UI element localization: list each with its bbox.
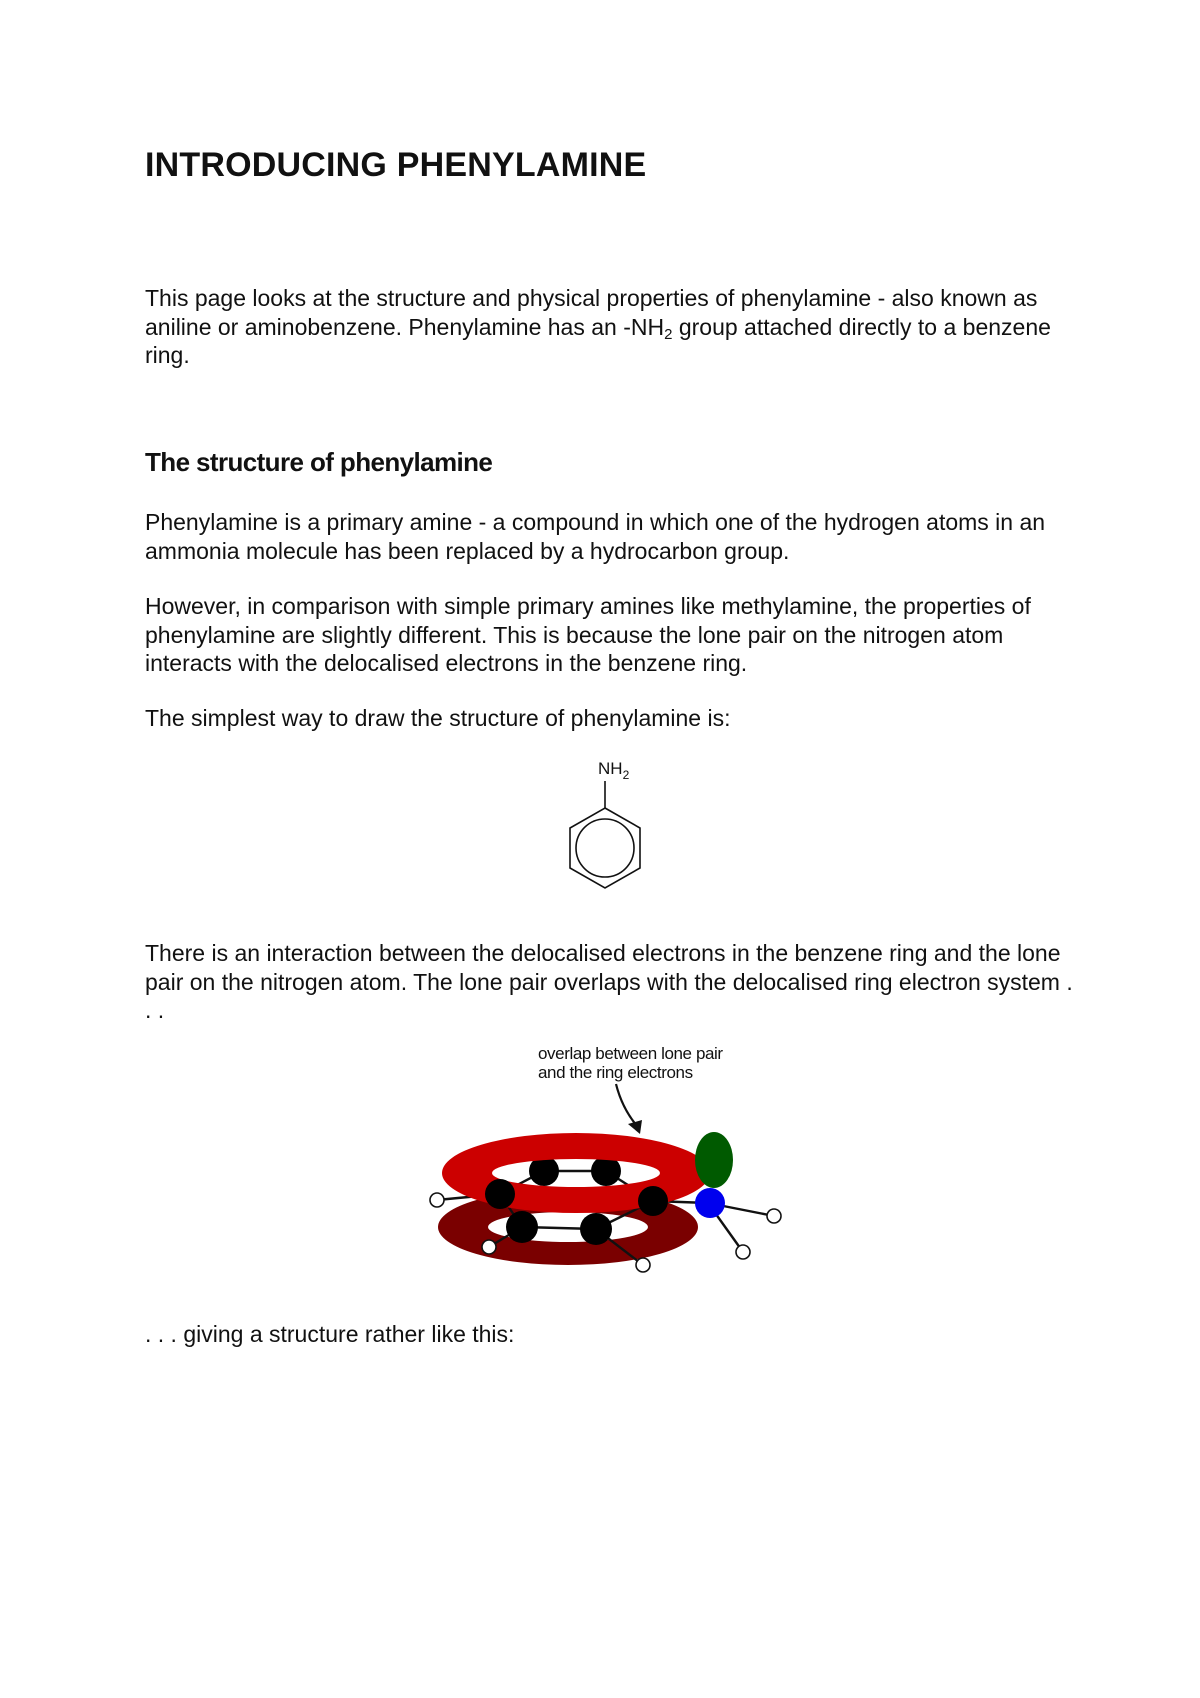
intro-text-start: This page looks at the structure and physical properties of phenylamine - also known as aniline or aminobenzene. Phenylamine has an -NH <box>145 285 1038 340</box>
intro-paragraph <box>145 284 1085 370</box>
hydrogen-atom <box>482 1240 496 1254</box>
carbon-atom <box>506 1211 538 1243</box>
intro-subscript: 2 <box>664 325 673 343</box>
carbon-atom <box>638 1186 668 1216</box>
hydrogen-atom <box>430 1193 444 1207</box>
paragraph-giving-structure: . . . giving a structure rather like this: <box>145 1321 515 1347</box>
benzene-hexagon <box>570 808 640 888</box>
lone-pair-lobe <box>695 1132 733 1188</box>
pointer-arrow-head <box>628 1120 642 1134</box>
hydrogen-atom <box>636 1258 650 1272</box>
nitrogen-atom <box>695 1188 725 1218</box>
delocalised-ring-circle <box>576 819 634 877</box>
paragraph-interaction: There is an interaction between the delocalised electrons in the benzene ring and the lone pair on the nitrogen atom. The lone pair overlaps with the delocalised ring electron system . . . <box>145 940 1073 1023</box>
carbon-atom <box>580 1213 612 1245</box>
nh2-label: $NH_2$ <box>598 759 630 782</box>
intro-text-end: group attached directly to a benzene ring. <box>145 313 1051 368</box>
pointer-arrow-shaft <box>616 1084 637 1126</box>
phenylamine-structure-diagram <box>550 752 660 904</box>
orbital-overlap-diagram <box>420 1040 790 1280</box>
hydrogen-atom <box>736 1245 750 1259</box>
upper-electron-ring <box>442 1133 710 1213</box>
paragraph-simplest-way: The simplest way to draw the structure of phenylamine is: <box>145 705 731 731</box>
paragraph-primary-amine: Phenylamine is a primary amine - a compound in which one of the hydrogen atoms in an ammonia molecule has been replaced by a hydrocarbon group. <box>145 509 1046 564</box>
paragraph-comparison: However, in comparison with simple primary amines like methylamine, the properties of phenylamine are slightly different. This is because the lone pair on the nitrogen atom interacts with the delocalised electrons in the benzene ring. <box>145 593 1031 676</box>
overlap-label-line1: overlap between lone pair <box>538 1044 723 1063</box>
carbon-atom <box>485 1179 515 1209</box>
section-heading: The structure of phenylamine <box>145 447 493 477</box>
overlap-label-line2: and the ring electrons <box>538 1063 693 1082</box>
hydrogen-atom <box>767 1209 781 1223</box>
page-title: INTRODUCING PHENYLAMINE <box>145 146 647 184</box>
